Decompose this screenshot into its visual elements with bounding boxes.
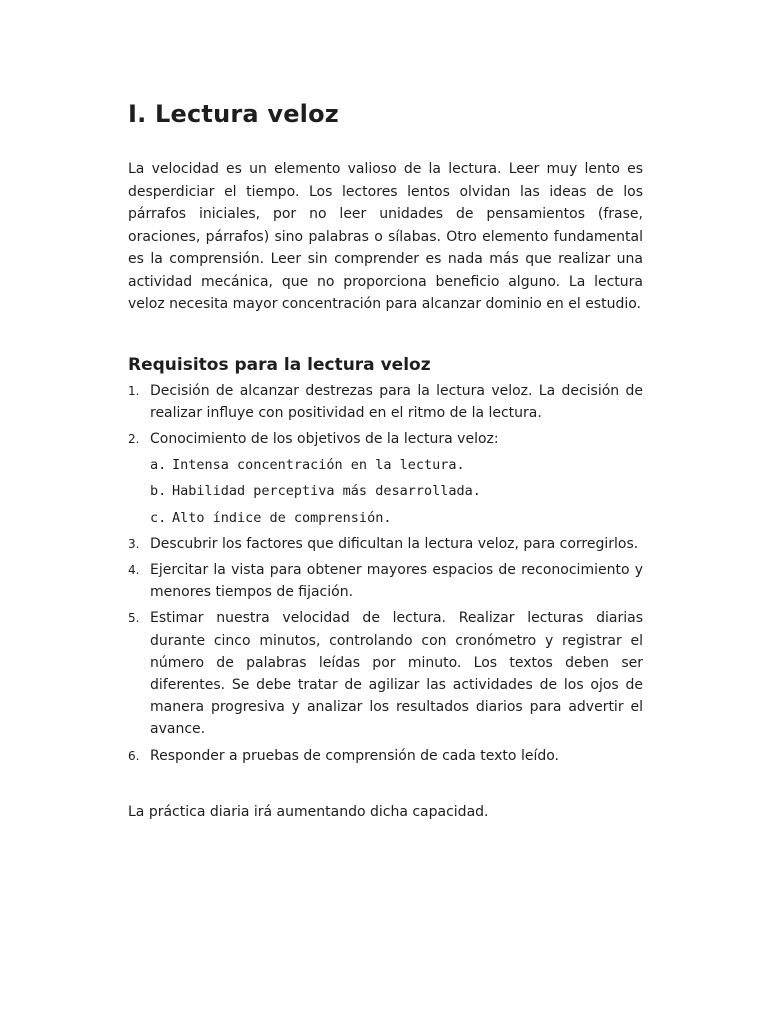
- sub-list-text: Alto índice de comprensión.: [172, 509, 392, 526]
- list-item-text: Responder a pruebas de comprensión de cada texto leído.: [150, 747, 559, 764]
- list-item: [128, 533, 643, 555]
- section-heading: Requisitos para la lectura veloz: [128, 354, 431, 375]
- sub-list: [150, 454, 643, 529]
- list-item: [128, 607, 643, 740]
- list-item-number: 1.: [128, 383, 140, 398]
- list-item-number: 3.: [128, 536, 140, 551]
- requirements-list: [128, 380, 643, 767]
- sub-list-item: [150, 454, 643, 476]
- list-item-number: 5.: [128, 611, 140, 626]
- closing-paragraph: La práctica diaria irá aumentando dicha capacidad.: [128, 803, 489, 820]
- sub-list-text: Habilidad perceptiva más desarrollada.: [172, 483, 481, 500]
- sub-list-text: Intensa concentración en la lectura.: [172, 457, 465, 474]
- list-item: [128, 380, 643, 424]
- list-item-number: 4.: [128, 562, 140, 577]
- sub-list-letter: b.: [150, 483, 167, 500]
- list-item: [128, 745, 643, 767]
- list-item-text: Conocimiento de los objetivos de la lectura veloz:: [150, 430, 499, 447]
- list-item-number: 2.: [128, 431, 140, 446]
- list-item: [128, 559, 643, 603]
- list-item-text: Estimar nuestra velocidad de lectura. Realizar lecturas diarias durante cinco minutos, controlando con cronómetro y registrar el número de palabras leídas por minuto. Los textos deben ser diferentes. Se debe tratar de agilizar las actividades de los ojos de manera progresiva y analizar los resultados diarios para advertir el avance.: [150, 610, 643, 738]
- list-item: [128, 428, 643, 529]
- sub-list-letter: a.: [150, 457, 167, 474]
- chapter-title: I. Lectura veloz: [128, 100, 339, 128]
- list-item-number: 6.: [128, 748, 140, 763]
- list-item-text: Descubrir los factores que dificultan la lectura veloz, para corregirlos.: [150, 535, 639, 552]
- list-item-text: Decisión de alcanzar destrezas para la lectura veloz. La decisión de realizar influye con positividad en el ritmo de la lectura.: [150, 382, 643, 421]
- list-item-text: Ejercitar la vista para obtener mayores espacios de reconocimiento y menores tiempos de fijación.: [150, 561, 643, 601]
- sub-list-letter: c.: [150, 509, 167, 526]
- sub-list-item: [150, 480, 643, 502]
- document-page: [128, 96, 643, 823]
- intro-paragraph: La velocidad es un elemento valioso de la lectura. Leer muy lento es desperdiciar el tiempo. Los lectores lentos olvidan las ideas de los párrafos iniciales, por no leer unidades de pensamientos (frase, oraciones, párrafos) sino palabras o sílabas. Otro elemento fundamental es la comprensión. Leer sin comprender es nada más que realizar una actividad mecánica, que no proporciona beneficio alguno. La lectura veloz necesita mayor concentración para alcanzar dominio en el estudio.: [128, 161, 643, 312]
- sub-list-item: [150, 507, 643, 529]
